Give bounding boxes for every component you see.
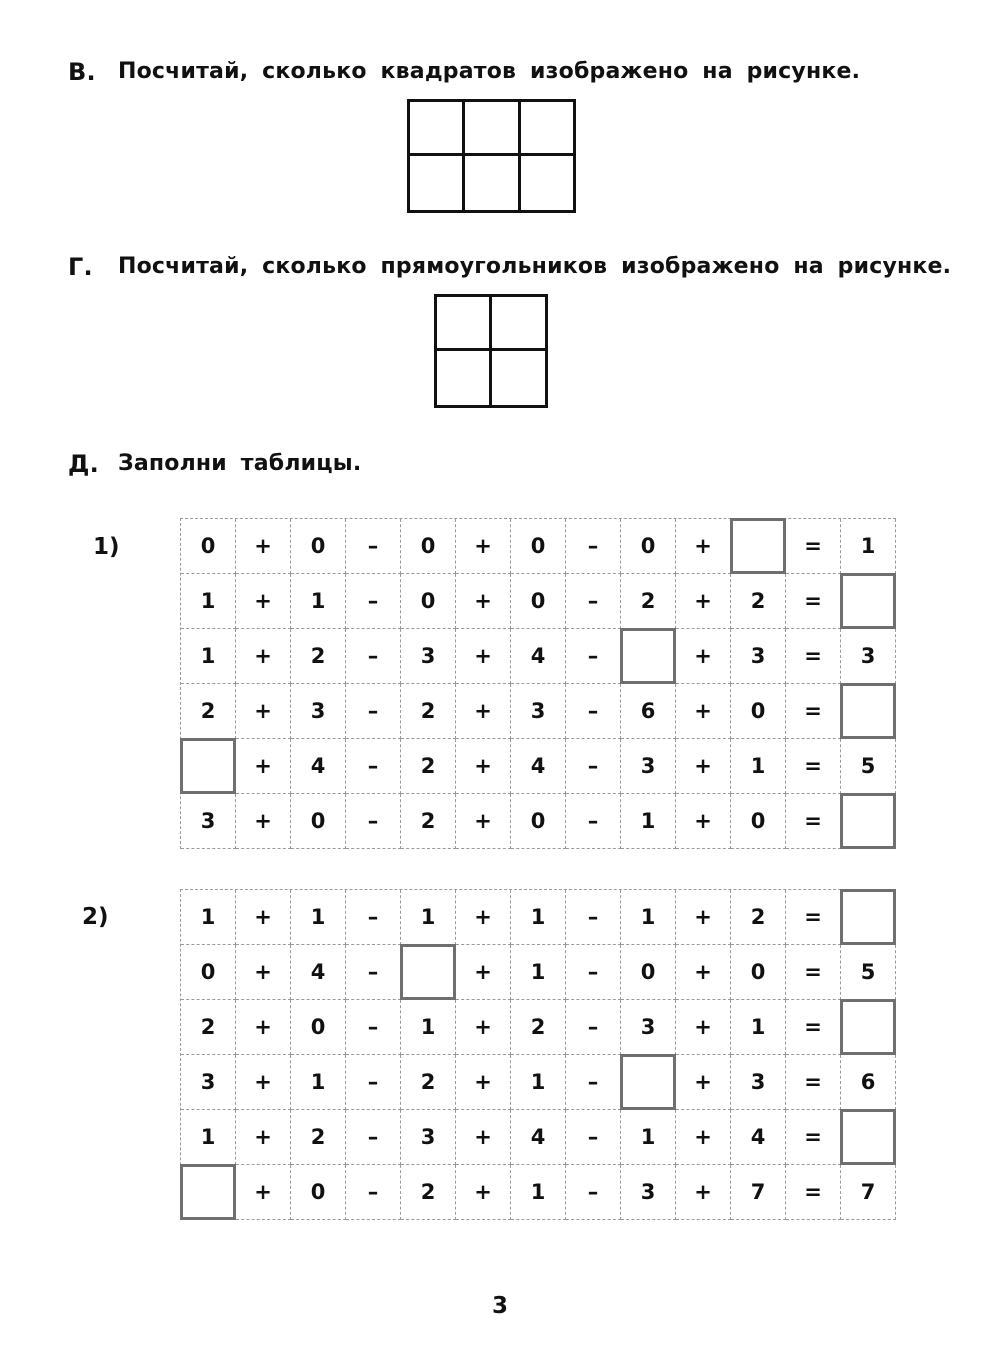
answer-box[interactable]	[841, 1000, 896, 1055]
table-cell: 1	[841, 519, 896, 574]
table-cell: 1	[621, 794, 676, 849]
table-cell: 2	[731, 574, 786, 629]
table-cell: +	[676, 629, 731, 684]
table-cell: +	[236, 1110, 291, 1165]
table-cell: +	[456, 684, 511, 739]
table-cell: –	[346, 890, 401, 945]
table-cell: 0	[291, 1165, 346, 1220]
table-cell: –	[346, 794, 401, 849]
table-cell: +	[456, 945, 511, 1000]
table-cell: =	[786, 684, 841, 739]
table-cell: 1	[181, 629, 236, 684]
table-cell: 0	[621, 945, 676, 1000]
table-cell: =	[786, 1110, 841, 1165]
task-g	[0, 253, 1000, 293]
table-cell: –	[566, 794, 621, 849]
table-cell: =	[786, 945, 841, 1000]
table-cell: 2	[511, 1000, 566, 1055]
table-cell: 1	[731, 739, 786, 794]
task-d	[0, 450, 1000, 490]
table-cell: =	[786, 794, 841, 849]
table-cell: +	[456, 739, 511, 794]
table-cell: 1	[401, 890, 456, 945]
table-cell: 1	[291, 1055, 346, 1110]
task-g-text: Посчитай, сколько прямоугольников изображено на рисунке.	[118, 254, 952, 279]
figure-line	[518, 102, 521, 210]
table-cell: +	[676, 1110, 731, 1165]
answer-box[interactable]	[621, 629, 676, 684]
table-cell: 4	[511, 629, 566, 684]
page-number: 3	[491, 1293, 508, 1319]
table-cell: +	[456, 519, 511, 574]
table-cell: 2	[291, 1110, 346, 1165]
table-cell: +	[236, 629, 291, 684]
task-g-letter: Г.	[68, 253, 93, 281]
table-cell: 1	[181, 574, 236, 629]
answer-box[interactable]	[621, 1055, 676, 1110]
table-cell: =	[786, 890, 841, 945]
table-cell: 4	[731, 1110, 786, 1165]
table-cell: –	[566, 890, 621, 945]
table-cell: 0	[401, 574, 456, 629]
table-cell: 4	[291, 739, 346, 794]
table-cell: –	[346, 1165, 401, 1220]
figure-line	[489, 297, 492, 405]
table-cell: –	[566, 1055, 621, 1110]
table-cell: 2	[731, 890, 786, 945]
answer-box[interactable]	[181, 1165, 236, 1220]
table-cell: +	[456, 1055, 511, 1110]
table-cell: –	[346, 684, 401, 739]
table-cell: +	[236, 519, 291, 574]
table-cell: 5	[841, 945, 896, 1000]
table-cell: +	[456, 794, 511, 849]
table-cell: –	[346, 629, 401, 684]
table-cell: 2	[401, 794, 456, 849]
table-cell: –	[566, 1000, 621, 1055]
table-cell: 6	[621, 684, 676, 739]
table-cell: –	[566, 1110, 621, 1165]
table-cell: +	[456, 1000, 511, 1055]
table-cell: 3	[291, 684, 346, 739]
table-cell: =	[786, 1055, 841, 1110]
table-cell: +	[236, 684, 291, 739]
table-cell: –	[566, 519, 621, 574]
table-cell: 0	[291, 1000, 346, 1055]
answer-box[interactable]	[401, 945, 456, 1000]
table-cell: 1	[291, 890, 346, 945]
table-cell: 1	[731, 1000, 786, 1055]
table-2-label: 2)	[82, 904, 109, 930]
table-cell: +	[236, 945, 291, 1000]
table-cell: 4	[511, 1110, 566, 1165]
table-cell: =	[786, 629, 841, 684]
answer-box[interactable]	[841, 1110, 896, 1165]
table-cell: +	[456, 890, 511, 945]
table-cell: 0	[511, 574, 566, 629]
task-d-text: Заполни таблицы.	[118, 451, 362, 476]
table-cell: 0	[291, 519, 346, 574]
table-cell: 1	[181, 1110, 236, 1165]
table-cell: 0	[511, 794, 566, 849]
task-d-letter: Д.	[68, 450, 99, 478]
table-cell: 2	[401, 1165, 456, 1220]
table-1	[180, 518, 896, 849]
table-cell: =	[786, 1165, 841, 1220]
table-cell: 3	[621, 1000, 676, 1055]
table-cell: =	[786, 519, 841, 574]
table-cell: 1	[181, 890, 236, 945]
table-cell: –	[346, 1000, 401, 1055]
table-cell: 1	[291, 574, 346, 629]
table-cell: 1	[401, 1000, 456, 1055]
table-cell: +	[676, 1055, 731, 1110]
table-cell: –	[346, 739, 401, 794]
table-cell: =	[786, 1000, 841, 1055]
table-cell: +	[456, 1165, 511, 1220]
table-cell: 5	[841, 739, 896, 794]
table-cell: +	[456, 574, 511, 629]
table-cell: 0	[621, 519, 676, 574]
table-cell: 0	[401, 519, 456, 574]
table-1-label: 1)	[93, 534, 120, 560]
table-2	[180, 889, 896, 1220]
table-cell: 4	[511, 739, 566, 794]
table-cell: –	[346, 945, 401, 1000]
table-cell: 0	[511, 519, 566, 574]
answer-box[interactable]	[841, 684, 896, 739]
table-cell: 7	[841, 1165, 896, 1220]
table-cell: 3	[841, 629, 896, 684]
table-cell: 2	[181, 684, 236, 739]
table-cell: 2	[291, 629, 346, 684]
table-cell: 1	[511, 1165, 566, 1220]
table-cell: –	[346, 574, 401, 629]
table-cell: –	[566, 574, 621, 629]
table-cell: +	[236, 574, 291, 629]
table-cell: 2	[621, 574, 676, 629]
table-cell: +	[676, 574, 731, 629]
squares-figure	[407, 99, 576, 213]
table-cell: 1	[621, 1110, 676, 1165]
table-cell: +	[456, 629, 511, 684]
table-cell: 3	[621, 739, 676, 794]
table-cell: 6	[841, 1055, 896, 1110]
table-cell: 3	[731, 629, 786, 684]
answer-box[interactable]	[841, 574, 896, 629]
table-cell: +	[676, 794, 731, 849]
answer-box[interactable]	[731, 519, 786, 574]
table-cell: 7	[731, 1165, 786, 1220]
table-cell: +	[676, 1000, 731, 1055]
task-b-letter: В.	[68, 58, 96, 86]
table-cell: 3	[621, 1165, 676, 1220]
table-cell: +	[676, 890, 731, 945]
task-b-text: Посчитай, сколько квадратов изображено на рисунке.	[118, 59, 861, 84]
table-cell: –	[566, 739, 621, 794]
table-cell: 1	[621, 890, 676, 945]
table-cell: 2	[401, 1055, 456, 1110]
figure-line	[462, 102, 465, 210]
table-cell: +	[456, 1110, 511, 1165]
table-cell: –	[346, 1055, 401, 1110]
table-cell: 0	[731, 794, 786, 849]
table-cell: +	[676, 684, 731, 739]
table-cell: 0	[731, 684, 786, 739]
table-cell: =	[786, 574, 841, 629]
table-cell: +	[236, 739, 291, 794]
table-cell: 2	[401, 684, 456, 739]
table-cell: +	[236, 1000, 291, 1055]
table-cell: 3	[181, 794, 236, 849]
table-cell: =	[786, 739, 841, 794]
table-cell: 3	[731, 1055, 786, 1110]
table-cell: +	[676, 519, 731, 574]
table-cell: 2	[181, 1000, 236, 1055]
table-cell: +	[236, 1055, 291, 1110]
table-cell: +	[236, 794, 291, 849]
table-cell: 0	[731, 945, 786, 1000]
table-cell: +	[676, 945, 731, 1000]
answer-box[interactable]	[841, 890, 896, 945]
table-cell: +	[676, 739, 731, 794]
table-cell: 0	[181, 519, 236, 574]
figure-line	[410, 153, 573, 156]
table-cell: –	[566, 684, 621, 739]
table-cell: 1	[511, 945, 566, 1000]
table-cell: +	[236, 1165, 291, 1220]
answer-box[interactable]	[841, 794, 896, 849]
table-cell: 0	[291, 794, 346, 849]
table-cell: 4	[291, 945, 346, 1000]
table-cell: 3	[511, 684, 566, 739]
table-cell: 0	[181, 945, 236, 1000]
table-cell: –	[566, 629, 621, 684]
answer-box[interactable]	[181, 739, 236, 794]
table-cell: –	[346, 519, 401, 574]
rectangles-figure	[434, 294, 548, 408]
table-cell: +	[676, 1165, 731, 1220]
table-cell: –	[346, 1110, 401, 1165]
task-b	[0, 58, 1000, 98]
table-cell: 3	[401, 629, 456, 684]
table-cell: 1	[511, 1055, 566, 1110]
table-cell: 3	[181, 1055, 236, 1110]
table-cell: +	[236, 890, 291, 945]
table-cell: 2	[401, 739, 456, 794]
table-cell: 1	[511, 890, 566, 945]
table-cell: 3	[401, 1110, 456, 1165]
table-cell: –	[566, 945, 621, 1000]
table-cell: –	[566, 1165, 621, 1220]
